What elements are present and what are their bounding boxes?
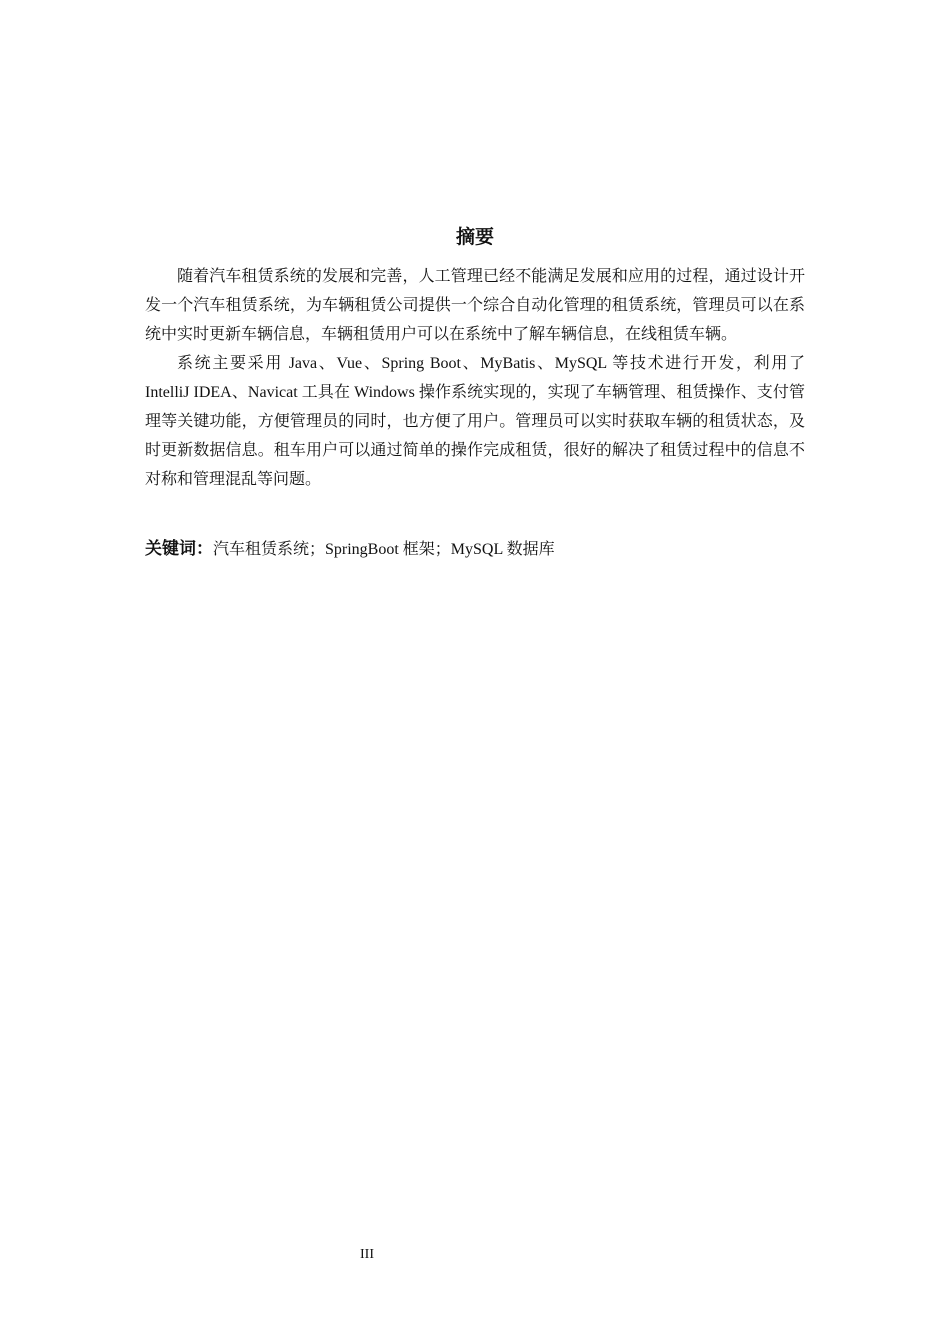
- keywords-line: [145, 536, 805, 563]
- keywords-text: 汽车租赁系统；SpringBoot 框架；MySQL 数据库: [213, 541, 555, 558]
- keywords-label: 关键词：: [145, 539, 213, 559]
- abstract-body: [145, 262, 805, 494]
- page-number: III: [360, 1247, 374, 1262]
- abstract-paragraph-2: 系统主要采用 Java、Vue、Spring Boot、MyBatis、MySQL 等技术进行开发，利用了 IntelliJ IDEA、Navicat 工具在 Windows 操作系统实现的，实现了车辆管理、租赁操作、支付管理等关键功能，方便管理员的同时，也方便了用户。管理员可以实时获取车辆的租赁状态，及时更新数据信息。租车用户可以通过简单的操作完成租赁，很好的解决了租赁过程中的信息不对称和管理混乱等问题。: [145, 355, 805, 488]
- abstract-paragraph-1: 随着汽车租赁系统的发展和完善，人工管理已经不能满足发展和应用的过程，通过设计开发一个汽车租赁系统，为车辆租赁公司提供一个综合自动化管理的租赁系统，管理员可以在系统中实时更新车辆信息，车辆租赁用户可以在系统中了解车辆信息，在线租赁车辆。: [145, 268, 805, 343]
- abstract-title: 摘要: [455, 226, 494, 248]
